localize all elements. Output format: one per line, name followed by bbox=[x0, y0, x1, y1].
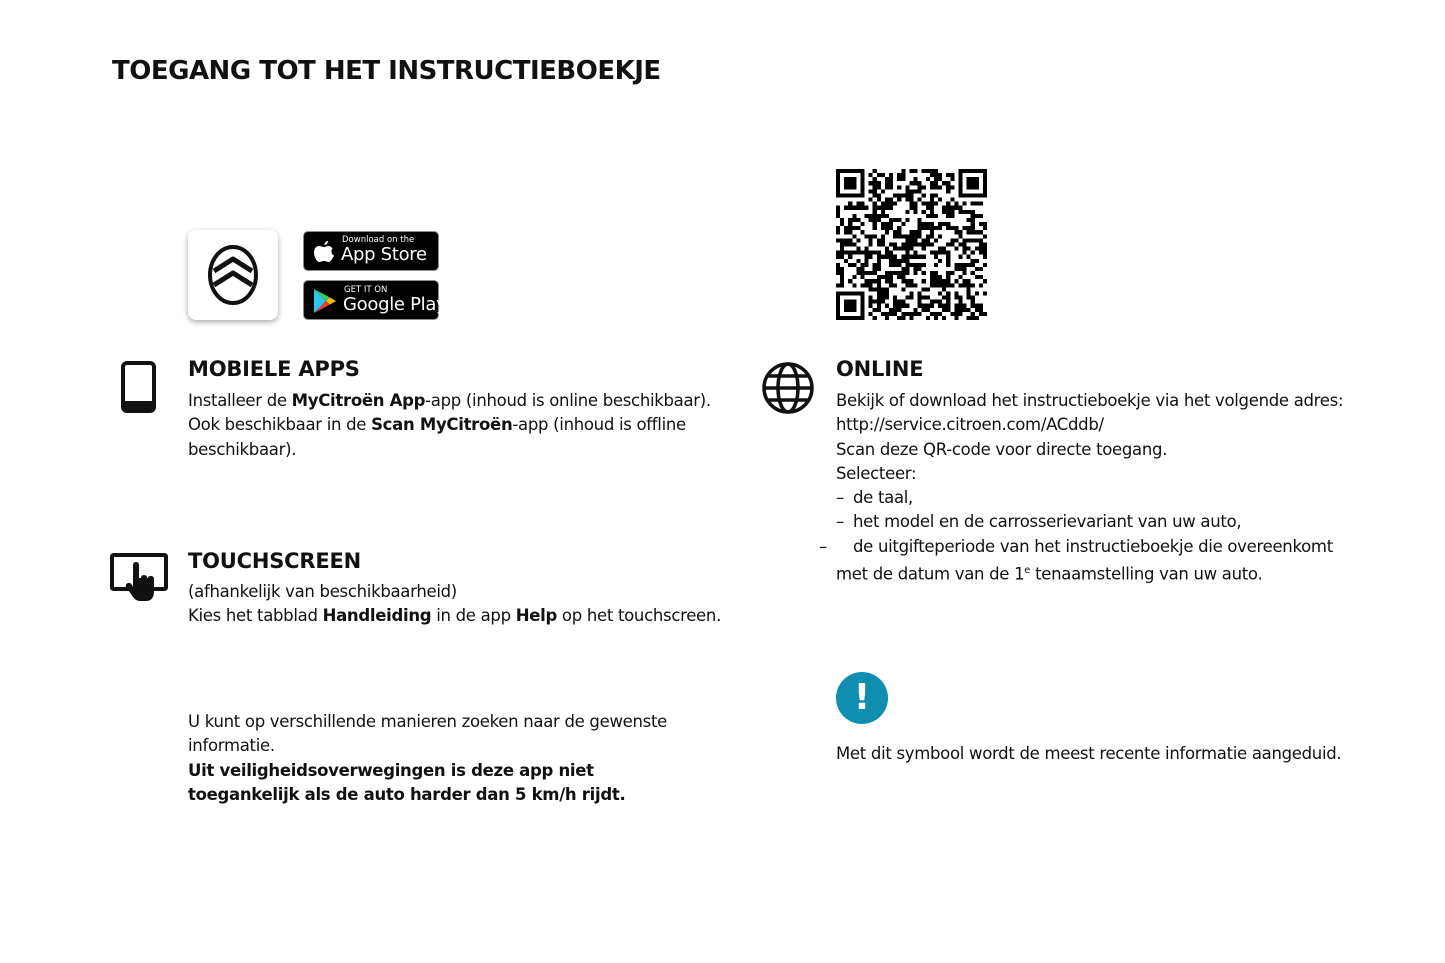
mobile-apps-heading: MOBIELE APPS bbox=[188, 357, 360, 381]
info-exclamation-icon: ! bbox=[836, 672, 888, 724]
manual-url-link[interactable]: http://service.citroen.com/ACddb/ bbox=[836, 415, 1104, 435]
apple-icon bbox=[313, 238, 335, 264]
smartphone-icon bbox=[120, 361, 158, 414]
google-play-small-label: GET IT ON bbox=[344, 285, 388, 295]
search-note: U kunt op verschillende manieren zoeken naar de gewenste informatie. Uit veiligheidsoverwegingen is deze app niet toegankelijk als de auto harder dan 5 km/h rijdt. bbox=[188, 712, 667, 804]
page-title: TOEGANG TOT HET INSTRUCTIEBOEKJE bbox=[112, 56, 661, 86]
globe-icon bbox=[761, 361, 815, 415]
mycitroen-app-icon[interactable] bbox=[188, 230, 278, 320]
online-text: Bekijk of download het instructieboekje via het volgende adres: http://service.citroen.com/ACddb/ Scan deze QR-code voor directe toegang. Selecteer: – de taal, – het model en de carrosserievariant van uw auto, – de uitgifteperiode van het instructieboekje die overeenkomt met de datum van de 1e tenaamstelling van uw auto. bbox=[836, 389, 1356, 587]
mobile-apps-text: Installeer de MyCitroën App-app (inhoud is online beschikbaar). Ook beschikbaar in de Scan MyCitroën-app (inhoud is offline beschikbaar). bbox=[188, 391, 711, 459]
touchscreen-text: (afhankelijk van beschikbaarheid) Kies het tabblad Handleiding in de app Help op het touchscreen. bbox=[188, 582, 722, 626]
touchscreen-heading: TOUCHSCREEN bbox=[188, 549, 361, 573]
touchscreen-icon bbox=[110, 551, 168, 603]
app-store-badge[interactable] bbox=[303, 231, 439, 271]
online-heading: ONLINE bbox=[836, 357, 924, 381]
google-play-badge[interactable] bbox=[303, 280, 447, 320]
app-store-small-label: Download on the bbox=[342, 235, 415, 245]
qr-code bbox=[836, 169, 987, 320]
google-play-big-label: Google Play bbox=[343, 294, 447, 315]
info-text: Met dit symbool wordt de meest recente informatie aangeduid. bbox=[836, 744, 1342, 763]
citroen-logo-icon bbox=[188, 230, 278, 320]
app-store-big-label: App Store bbox=[341, 244, 427, 265]
google-play-icon bbox=[312, 287, 338, 315]
